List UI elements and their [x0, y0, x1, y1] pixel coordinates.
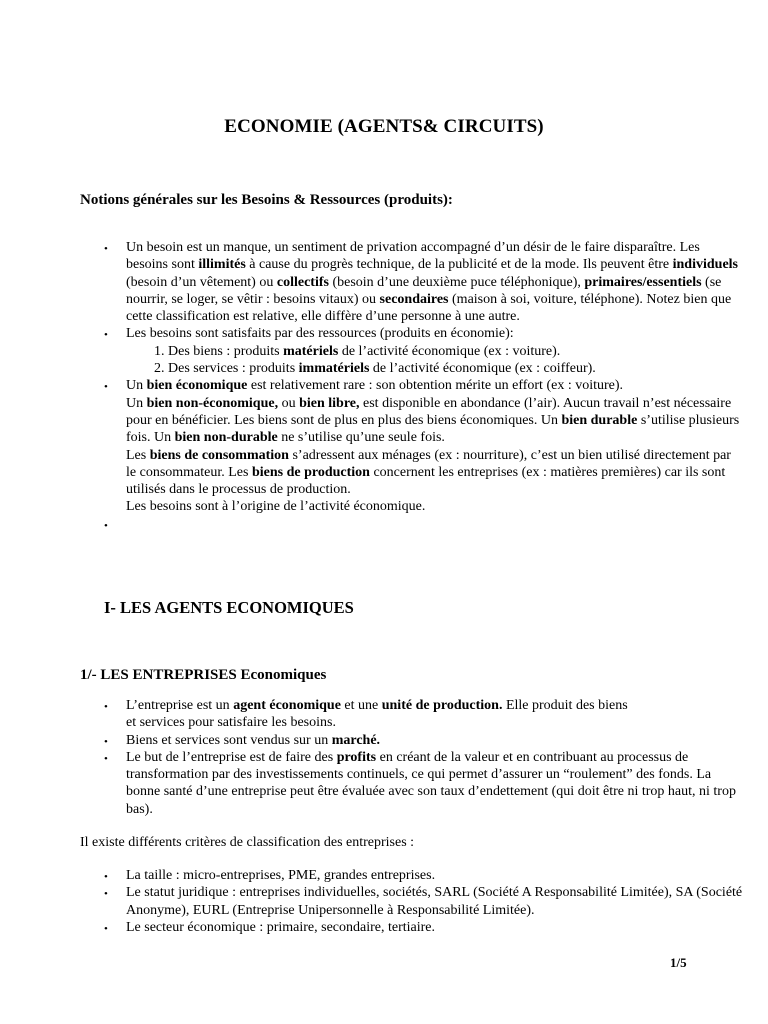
list-item — [104, 516, 744, 533]
bullet-icon: • — [104, 701, 108, 713]
bullet-icon: • — [104, 735, 108, 748]
list-item: • Un besoin est un manque, un sentiment de privation accompagné d’un désir de le faire disparaître. Les besoins sont illimités à cause du progrès technique, de la publicité et de la mode. Ils peuvent être individuels (besoin d’un vêtement) ou collectifs (besoin d’une deuxième puce téléphonique), primaires/essentiels (se nourrir, se loger, se vêtir : besoins vitaux) ou secondaires (maison à soi, voiture, téléphone). Notez bien que cette classification est relative, elle diffère d’une personne à une autre. — [104, 240, 738, 325]
list-item: • Le secteur économique : primaire, secondaire, tertiaire. — [104, 919, 744, 936]
bullet-icon: • — [104, 922, 108, 935]
list-item: • L’entreprise est un agent économique et une unité de production. Elle produit des biens et services pour satisfaire les besoins. — [104, 698, 628, 731]
list-item: • Un bien économique est relativement rare : son obtention mérite un effort (ex : voiture). Un bien non-économique, ou bien libre, est disponible en abondance (l’air). Aucun travail n’est nécessaire pour en bénéficier. Les biens sont de plus en plus des biens économiques. Un bien durable s’utilise plusieurs fois. Un bien non-durable ne s’utilise qu’une seule fois. Les biens de consommation s’adressent aux ménages (ex : nourriture), c’est un bien utilisé directement par le consommateur. Les biens de production concernent les entreprises (ex : matières premières) car ils sont utilisés dans le processus de production. Les besoins sont à l’origine de l’activité économique. — [104, 378, 740, 515]
list-item: • La taille : micro-entreprises, PME, grandes entreprises. — [104, 867, 744, 884]
bullet-icon: • — [104, 329, 108, 342]
bullet-icon: • — [104, 871, 108, 883]
intro-list — [104, 239, 744, 533]
list-item: • Le statut juridique : entreprises individuelles, sociétés, SARL (Société A Responsabilité Limitée), SA (Société Anonyme), EURL (Entreprise Unipersonnelle à Responsabilité Limitée). — [104, 885, 743, 918]
numbered-item: 2. Des services : produits immatériels de l’activité économique (ex : coiffeur). — [154, 361, 596, 377]
list-item: • Biens et services sont vendus sur un marché. — [104, 732, 744, 749]
bullet-icon: • — [104, 752, 108, 765]
page-number: 1/5 — [670, 955, 687, 970]
enterprise-list — [104, 697, 744, 818]
bullet-icon: • — [104, 381, 108, 394]
criteria-list — [104, 867, 744, 936]
bullet-icon: • — [104, 243, 108, 255]
section-heading: I- LES AGENTS ECONOMIQUES — [104, 598, 354, 617]
numbered-item: 1. Des biens : produits matériels de l’activité économique (ex : voiture). — [154, 343, 561, 359]
criteria-intro: Il existe différents critères de classification des entreprises : — [80, 835, 415, 850]
subsection-heading: 1/- LES ENTREPRISES Economiques — [80, 667, 327, 683]
bullet-icon: • — [104, 519, 108, 532]
bullet-icon: • — [104, 888, 108, 901]
section-subtitle: Notions générales sur les Besoins & Ressources (produits): — [80, 192, 453, 208]
list-item: • Le but de l’entreprise est de faire des profits en créant de la valeur et en contribuant au processus de transformation par des investissements continuels, ce qui permet d’assurer un “roulement” des fonds. La bonne santé d’une entreprise peut être évaluée avec son taux d’endettement (qui doit être ni trop haut, ni trop bas). — [104, 749, 736, 817]
document-title: ECONOMIE (AGENTS& CIRCUITS) — [224, 116, 544, 137]
list-item: • Les besoins sont satisfaits par des ressources (produits en économie): — [104, 325, 744, 342]
